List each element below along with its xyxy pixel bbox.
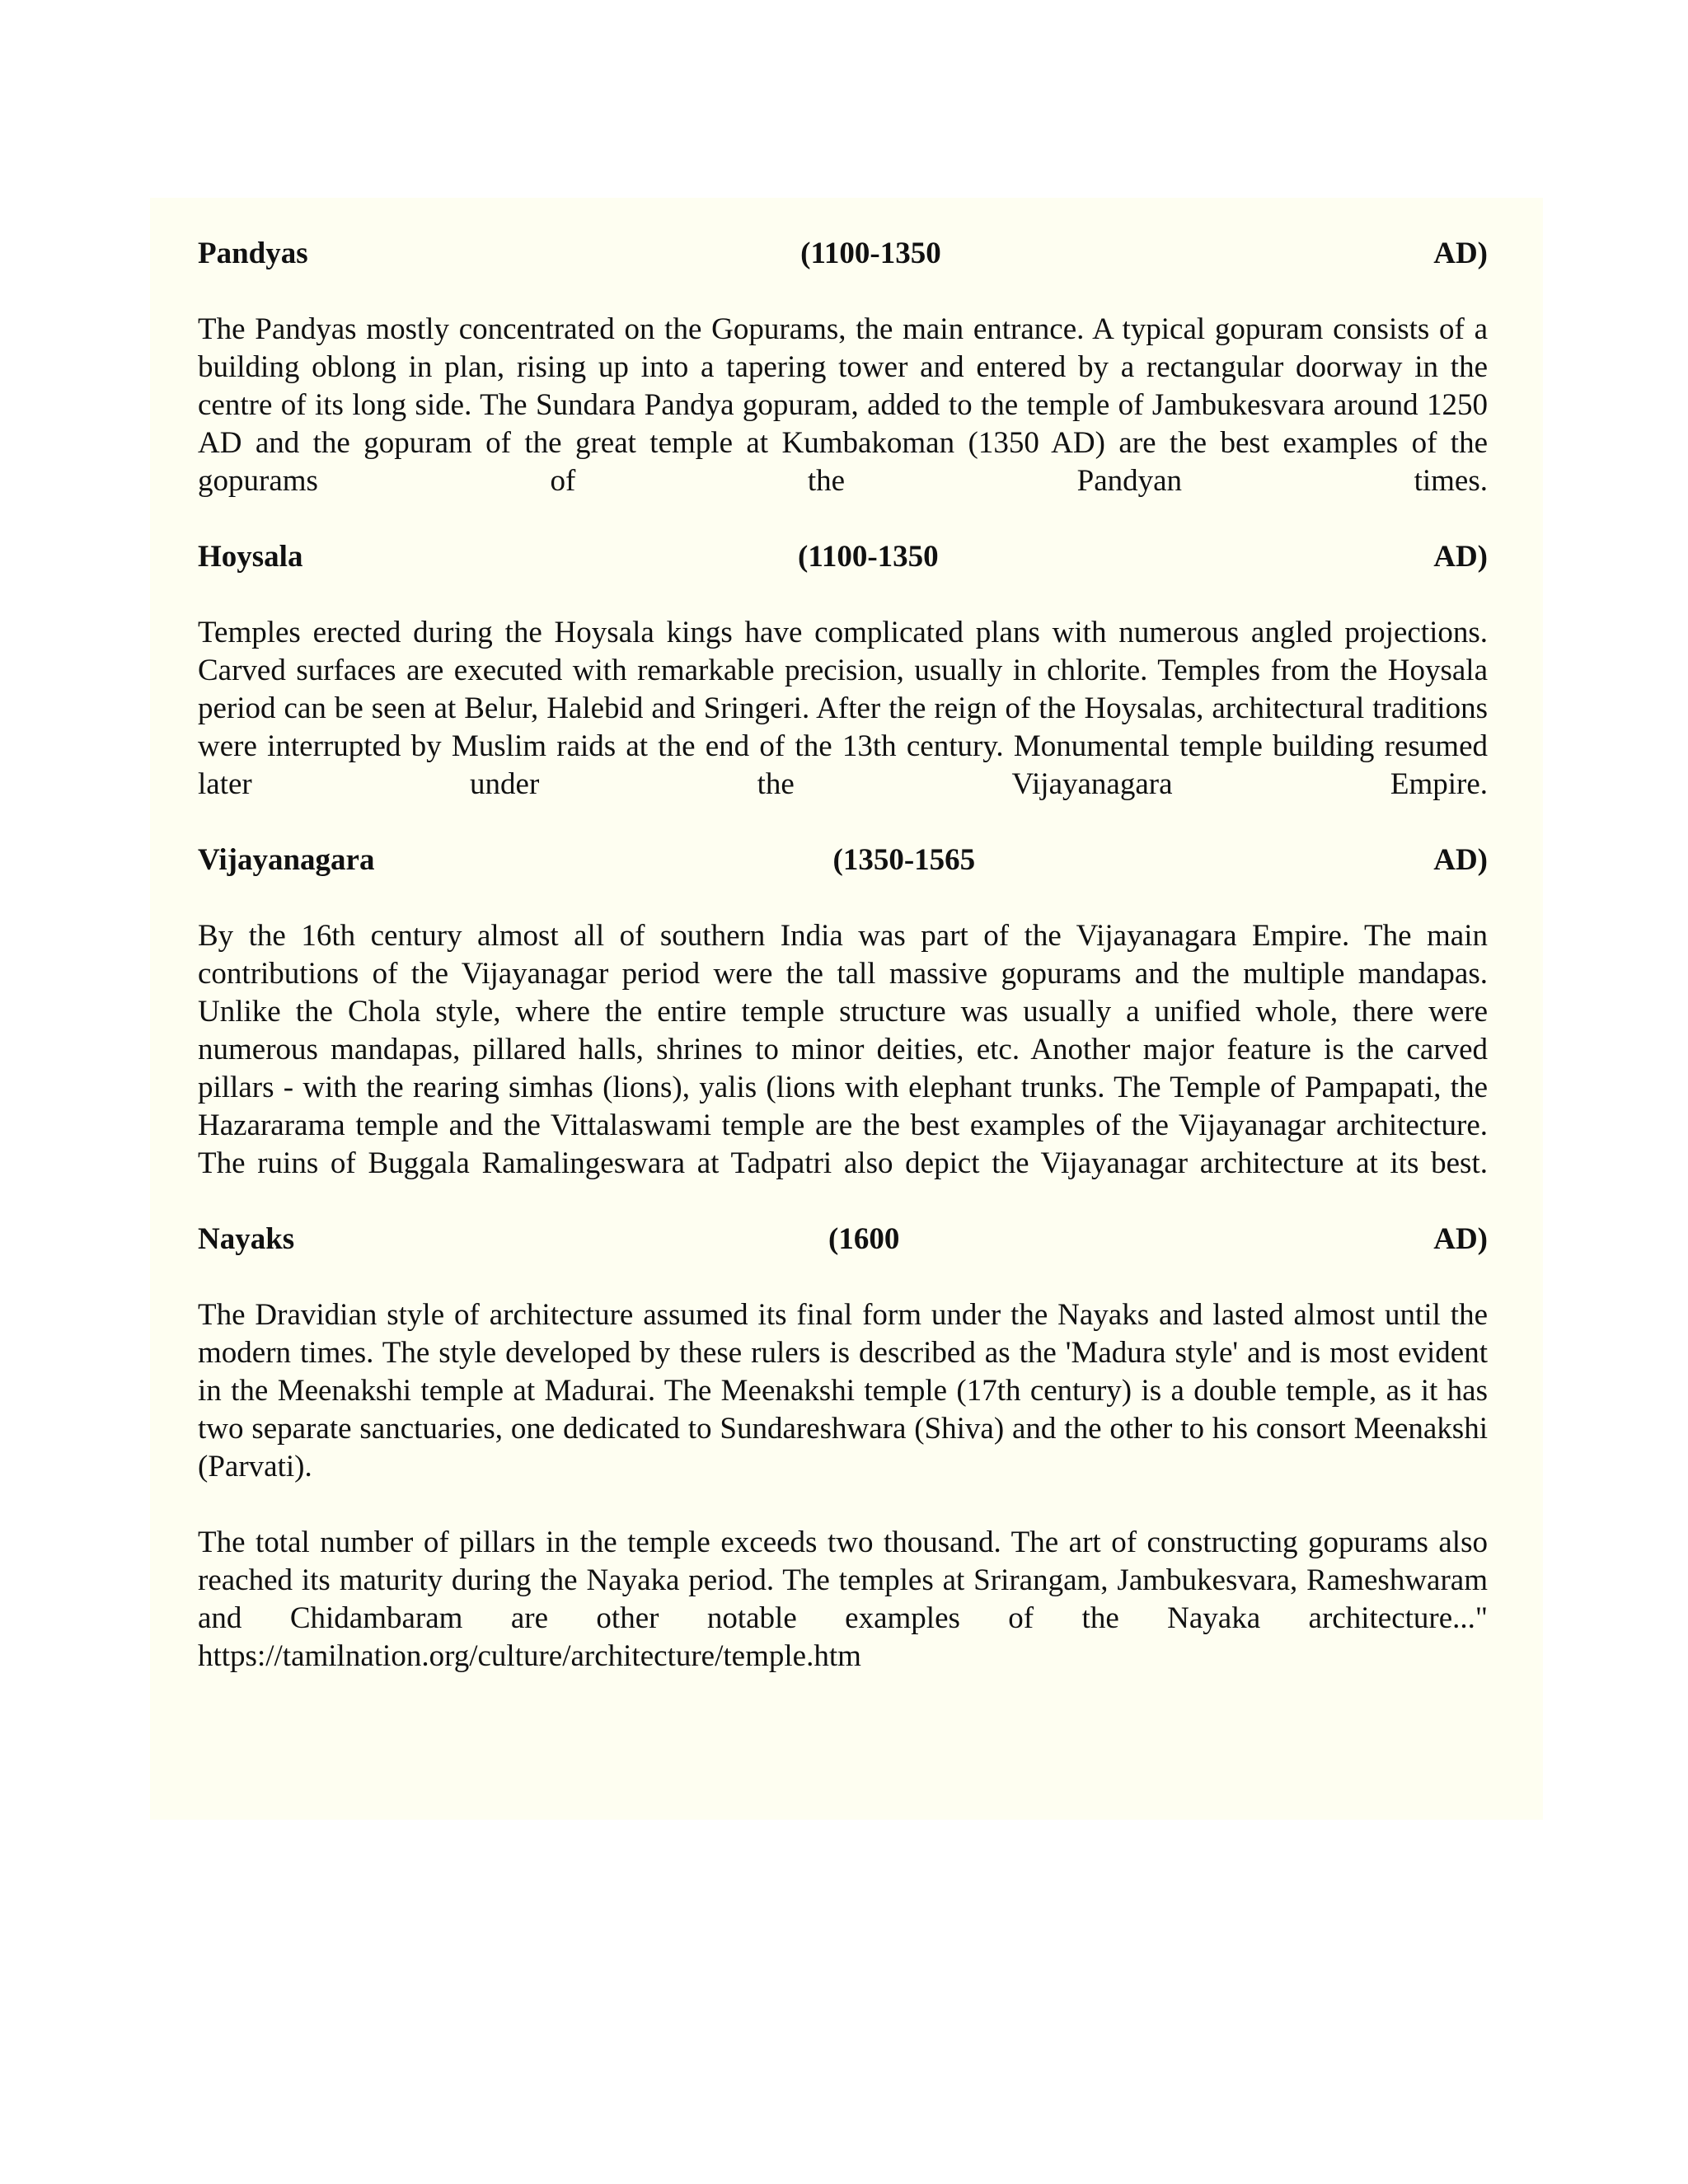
section-heading-vijayanagara — [198, 841, 1488, 879]
section-era: AD) — [1433, 237, 1488, 270]
section-name: Hoysala — [198, 540, 303, 574]
section-name: Pandyas — [198, 237, 308, 270]
section-period: (1100-1350 — [798, 540, 939, 574]
section-paragraph: The Pandyas mostly concentrated on the Gopurams, the main entrance. A typical gopuram consists of a building oblong in plan, rising up into a tapering tower and entered by a rectangular doorway in the centre of its long side. The Sundara Pandya gopuram, added to the temple of Jambukesvara around 1250 AD and the gopuram of the great temple at Kumbakoman (1350 AD) are the best examples of the gopurams of the Pandyan times. — [198, 312, 1488, 498]
section-era: AD) — [1433, 540, 1488, 574]
section-paragraph: Temples erected during the Hoysala kings have complicated plans with numerous angled projections. Carved surfaces are executed with remarkable precision, usually in chlorite. Temples from the Hoysala period can be seen at Belur, Halebid and Sringeri. After the reign of the Hoysalas, architectural traditions were interrupted by Muslim raids at the end of the 13th century. Monumental temple building resumed later under the Vijayanagara Empire. — [198, 616, 1488, 801]
section-paragraph-with-source: The total number of pillars in the temple exceeds two thousand. The art of constructing gopurams also reached its maturity during the Nayaka period. The temples at Srirangam, Jambukesvara, Rameshwaram and Chidambaram are other notable examples of the Nayaka architecture..." https://tamilnation.org/culture/architecture/temple.htm — [198, 1526, 1488, 1673]
section-name: Nayaks — [198, 1222, 295, 1256]
section-name: Vijayanagara — [198, 843, 375, 877]
section-era: AD) — [1433, 843, 1488, 877]
section-period: (1600 — [828, 1222, 900, 1256]
section-heading-nayaks — [198, 1221, 1488, 1258]
section-heading-hoysala — [198, 538, 1488, 576]
section-period: (1100-1350 — [800, 237, 941, 270]
section-era: AD) — [1433, 1222, 1488, 1256]
section-period: (1350-1565 — [832, 843, 976, 877]
section-paragraph: By the 16th century almost all of southern India was part of the Vijayanagara Empire. The main contributions of the Vijayanagar period were the tall massive gopurams and the multiple mandapas. Unlike the Chola style, where the entire temple structure was usually a unified whole, there were numerous mandapas, pillared halls, shrines to minor deities, etc. Another major feature is the carved pillars - with the rearing simhas (lions), yalis (lions with elephant trunks. The Temple of Pampapati, the Hazararama temple and the Vittalaswami temple are the best examples of the Vijayanagar architecture. The ruins of Buggala Ramalingeswara at Tadpatri also depict the Vijayanagar architecture at its best. — [198, 919, 1488, 1180]
section-paragraph: The Dravidian style of architecture assumed its final form under the Nayaks and lasted almost until the modern times. The style developed by these rulers is described as the 'Madura style' and is most evident in the Meenakshi temple at Madurai. The Meenakshi temple (17th century) is a double temple, as it has two separate sanctuaries, one dedicated to Sundareshwara (Shiva) and the other to his consort Meenakshi (Parvati). — [198, 1298, 1488, 1483]
document-body — [198, 235, 1488, 1675]
section-heading-pandyas — [198, 235, 1488, 273]
